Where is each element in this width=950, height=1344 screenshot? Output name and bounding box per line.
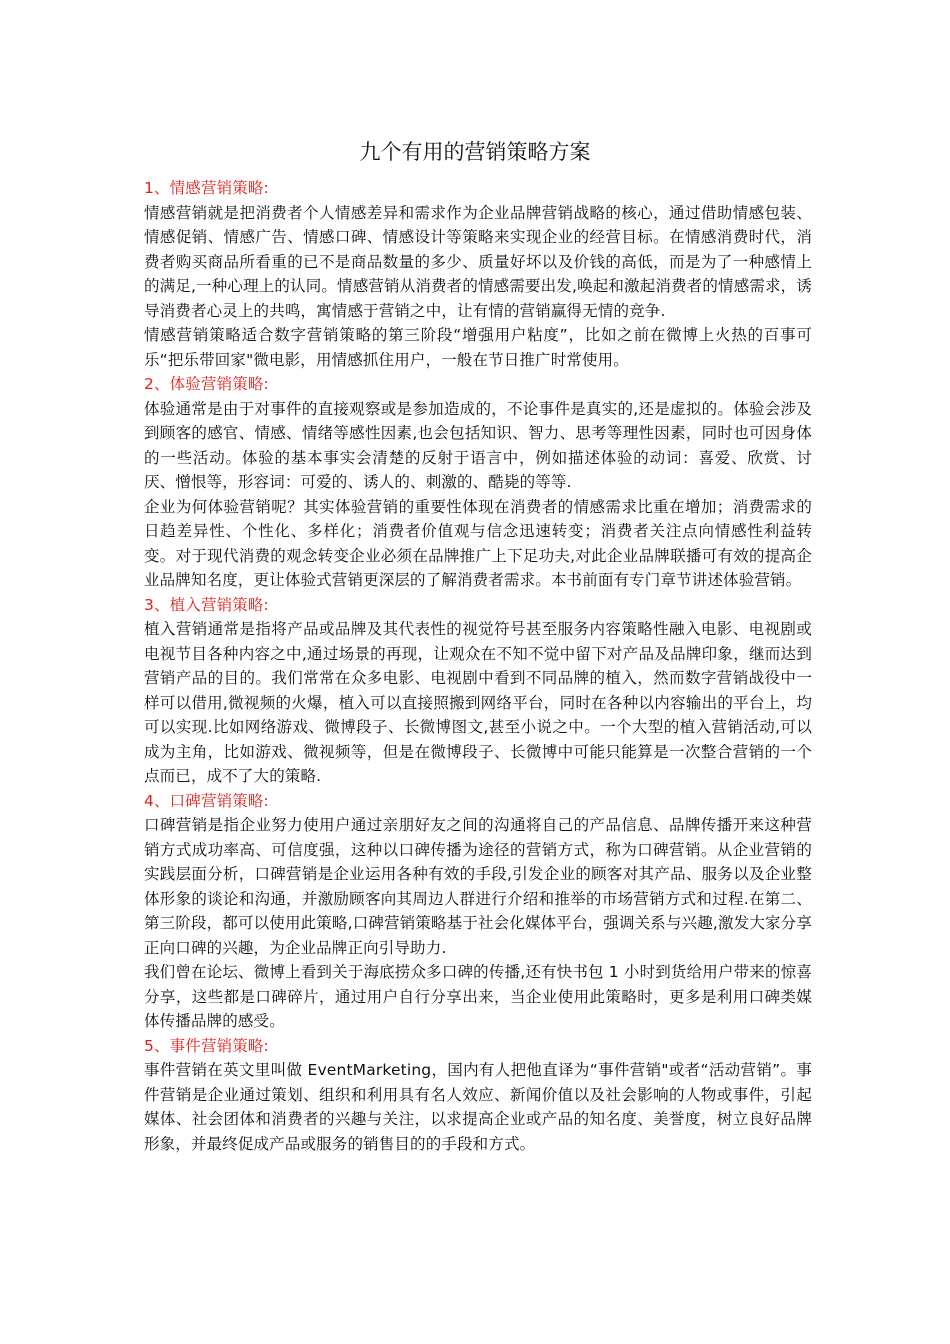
section-word-of-mouth-marketing [144,789,812,1034]
paragraph: 口碑营销是指企业努力使用户通过亲朋好友之间的沟通将自己的产品信息、品牌传播开来这种营销方式成功率高、可信度强，这种以口碑传播为途径的营销方式，称为口碑营销。从企业营销的实践层面分析，口碑营销是企业运用各种有效的手段,引发企业的顾客对其产品、服务以及企业整体形象的谈论和沟通，并激励顾客向其周边人群进行介绍和推举的市场营销方式和过程.在第二、第三阶段，都可以使用此策略,口碑营销策略基于社会化媒体平台，强调关系与兴趣,激发大家分享正向口碑的兴趣，为企业品牌正向引导助力. [144,816,812,957]
section-placement-marketing [144,593,812,789]
section-heading: 3、植入营销策略: [144,595,269,614]
paragraph: 我们曾在论坛、微博上看到关于海底捞众多口碑的传播,还有快书包 1 小时到货给用户带来的惊喜分享，这些都是口碑碎片，通过用户自行分享出来，当企业使用此策略时，更多是利用口碑类媒体传播品牌的感受。 [144,963,812,1030]
paragraph: 体验通常是由于对事件的直接观察或是参加造成的，不论事件是真实的,还是虚拟的。体验会涉及到顾客的感官、情感、情绪等感性因素,也会包括知识、智力、思考等理性因素，同时也可因身体的一些活动。体验的基本事实会清楚的反射于语言中，例如描述体验的动词：喜爱、欣赏、讨厌、憎恨等，形容词：可爱的、诱人的、刺激的、酷毙的等等. [144,399,812,491]
section-experience-marketing [144,372,812,593]
paragraph: 企业为何体验营销呢？其实体验营销的重要性体现在消费者的情感需求比重在增加；消费需求的日趋差异性、个性化、多样化；消费者价值观与信念迅速转变；消费者关注点向情感性利益转变。对于现代消费的观念转变企业必须在品牌推广上下足功夫,对此企业品牌联播可有效的提高企业品牌知名度，更让体验式营销更深层的了解消费者需求。本书前面有专门章节讲述体验营销。 [144,497,812,589]
paragraph: 情感营销策略适合数字营销策略的第三阶段“增强用户粘度”，比如之前在微博上火热的百事可乐“把乐带回家"微电影，用情感抓住用户，一般在节日推广时常使用。 [144,326,812,369]
section-emotional-marketing [144,176,812,372]
section-heading: 4、口碑营销策略: [144,791,269,810]
paragraph: 事件营销在英文里叫做 EventMarketing，国内有人把他直译为“事件营销"或者“活动营销”。事件营销是企业通过策划、组织和利用具有名人效应、新闻价值以及社会影响的人物或事件，引起媒体、社会团体和消费者的兴趣与关注，以求提高企业或产品的知名度、美誉度，树立良好品牌形象，并最终促成产品或服务的销售目的的手段和方式。 [144,1061,812,1153]
paragraph: 情感营销就是把消费者个人情感差异和需求作为企业品牌营销战略的核心，通过借助情感包装、情感促销、情感广告、情感口碑、情感设计等策略来实现企业的经营目标。在情感消费时代，消费者购买商品所看重的已不是商品数量的多少、质量好坏以及价钱的高低，而是为了一种感情上的满足,一种心理上的认同。情感营销从消费者的情感需要出发,唤起和激起消费者的情感需求，诱导消费者心灵上的共鸣，寓情感于营销之中，让有情的营销赢得无情的竞争. [144,203,812,320]
document-body [144,176,812,1156]
section-heading: 5、事件营销策略: [144,1036,269,1055]
section-heading: 1、情感营销策略: [144,179,269,197]
paragraph: 植入营销通常是指将产品或品牌及其代表性的视觉符号甚至服务内容策略性融入电影、电视剧或电视节目各种内容之中,通过场景的再现，让观众在不知不觉中留下对产品及品牌印象，继而达到营销产品的目的。我们常常在众多电影、电视剧中看到不同品牌的植入，然而数字营销战役中一样可以借用,微视频的火爆，植入可以直接照搬到网络平台，同时在各种以内容输出的平台上，均可以实现.比如网络游戏、微博段子、长微博图文,甚至小说之中。一个大型的植入营销活动,可以成为主角，比如游戏、微视频等，但是在微博段子、长微博中可能只能算是一次整合营销的一个点而已，成不了大的策略. [144,620,812,785]
page-title: 九个有用的营销策略方案 [359,140,591,164]
section-heading: 2、体验营销策略: [144,375,269,393]
section-event-marketing [144,1034,812,1157]
